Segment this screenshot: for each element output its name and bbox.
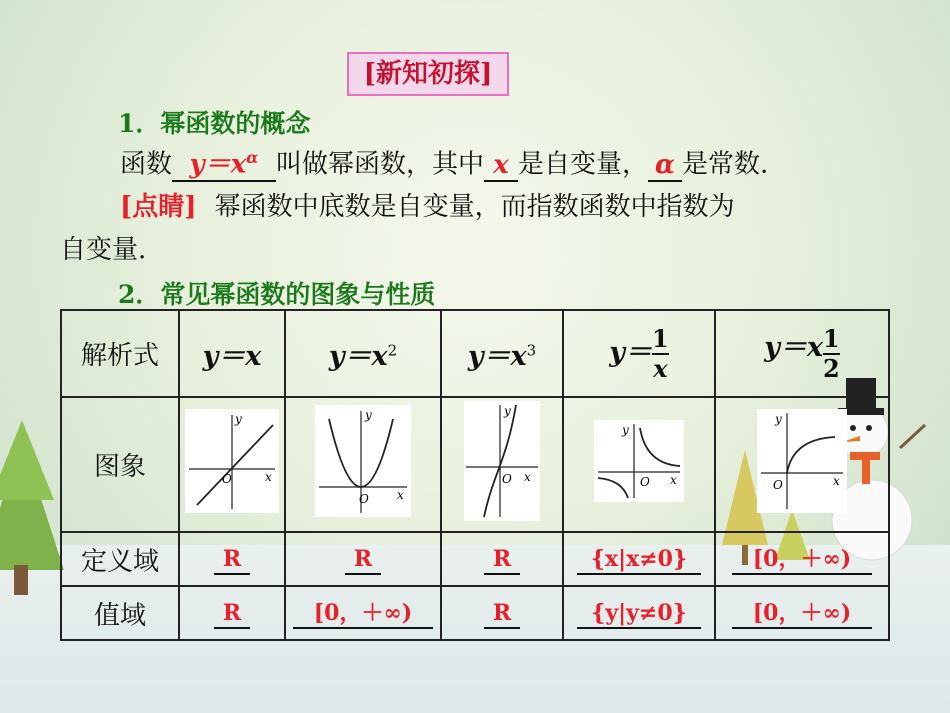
definition-line: [120, 143, 768, 182]
section-heading: [新知初探]: [347, 52, 509, 96]
range-cell: [0，＋∞): [285, 586, 441, 640]
svg-text:O: O: [640, 475, 650, 489]
row-header-formula: 解析式: [61, 310, 179, 397]
graph-reciprocal-icon: [594, 420, 684, 502]
domain-cell: [0，＋∞): [715, 532, 889, 586]
formula-cell: y＝x $\frac{1}{2}$: [715, 310, 889, 397]
svg-text:x: x: [833, 474, 840, 488]
graph-title: 2．常见幂函数的图象与性质: [118, 280, 436, 309]
graph-cell: [179, 397, 285, 532]
domain-cell: {x|x≠0}: [563, 532, 715, 586]
table-row: [61, 532, 889, 586]
domain-cell: R: [179, 532, 285, 586]
definition-middle-2: 是自变量，: [518, 149, 649, 180]
table-row: [61, 586, 889, 640]
svg-text:y: y: [235, 412, 242, 426]
graph-cell: [441, 397, 563, 532]
blank-variable: x: [484, 150, 518, 182]
concept-title: 1．幂函数的概念: [118, 109, 311, 138]
left-tree-icon: [0, 420, 64, 595]
definition-suffix: 是常数.: [682, 149, 769, 180]
row-header-domain: 定义域: [61, 532, 179, 586]
graph-square-icon: [315, 405, 411, 517]
range-cell: R: [441, 586, 563, 640]
svg-text:y: y: [622, 423, 629, 437]
graph-cube-icon: [464, 401, 540, 521]
note-line-2: 自变量.: [60, 235, 147, 265]
table-row: [61, 397, 889, 532]
row-header-graph: 图象: [61, 397, 179, 532]
formula-cell: y＝x: [179, 310, 285, 397]
row-header-range: 值域: [61, 586, 179, 640]
note-line: [120, 186, 735, 223]
svg-text:O: O: [359, 492, 369, 506]
blank-constant: α: [648, 150, 682, 182]
graph-cell: [285, 397, 441, 532]
svg-text:y: y: [775, 412, 782, 426]
svg-text:y: y: [504, 404, 511, 418]
formula-cell: y＝ $\frac{1}{x}$: [563, 310, 715, 397]
svg-text:x: x: [670, 473, 677, 487]
svg-text:y: y: [365, 408, 372, 422]
definition-middle-1: 叫做幂函数，其中: [276, 149, 485, 180]
graph-linear-icon: [185, 409, 279, 513]
svg-text:x: x: [524, 470, 531, 484]
graph-cell: [563, 397, 715, 532]
domain-cell: R: [441, 532, 563, 586]
graph-cell: [715, 397, 889, 532]
note-text: 幂函数中底数是自变量，而指数函数中指数为: [214, 192, 735, 222]
graph-sqrt-icon: [757, 409, 847, 513]
power-function-table: [60, 309, 890, 641]
definition-prefix: 函数: [120, 149, 173, 180]
range-cell: [0，＋∞): [715, 586, 889, 640]
formula-cell: $y=x^3$: [441, 310, 563, 397]
range-cell: {y|y≠0}: [563, 586, 715, 640]
range-cell: R: [179, 586, 285, 640]
table-row: [61, 310, 889, 397]
note-tag: [点睛]: [120, 192, 197, 222]
svg-text:O: O: [502, 472, 512, 486]
domain-cell: R: [285, 532, 441, 586]
svg-text:O: O: [222, 472, 232, 486]
svg-text:O: O: [773, 478, 783, 492]
blank-formula: $y=x^\alpha$: [172, 143, 276, 182]
formula-cell: $y=x^2$: [285, 310, 441, 397]
svg-text:x: x: [265, 470, 272, 484]
svg-text:x: x: [397, 488, 404, 502]
